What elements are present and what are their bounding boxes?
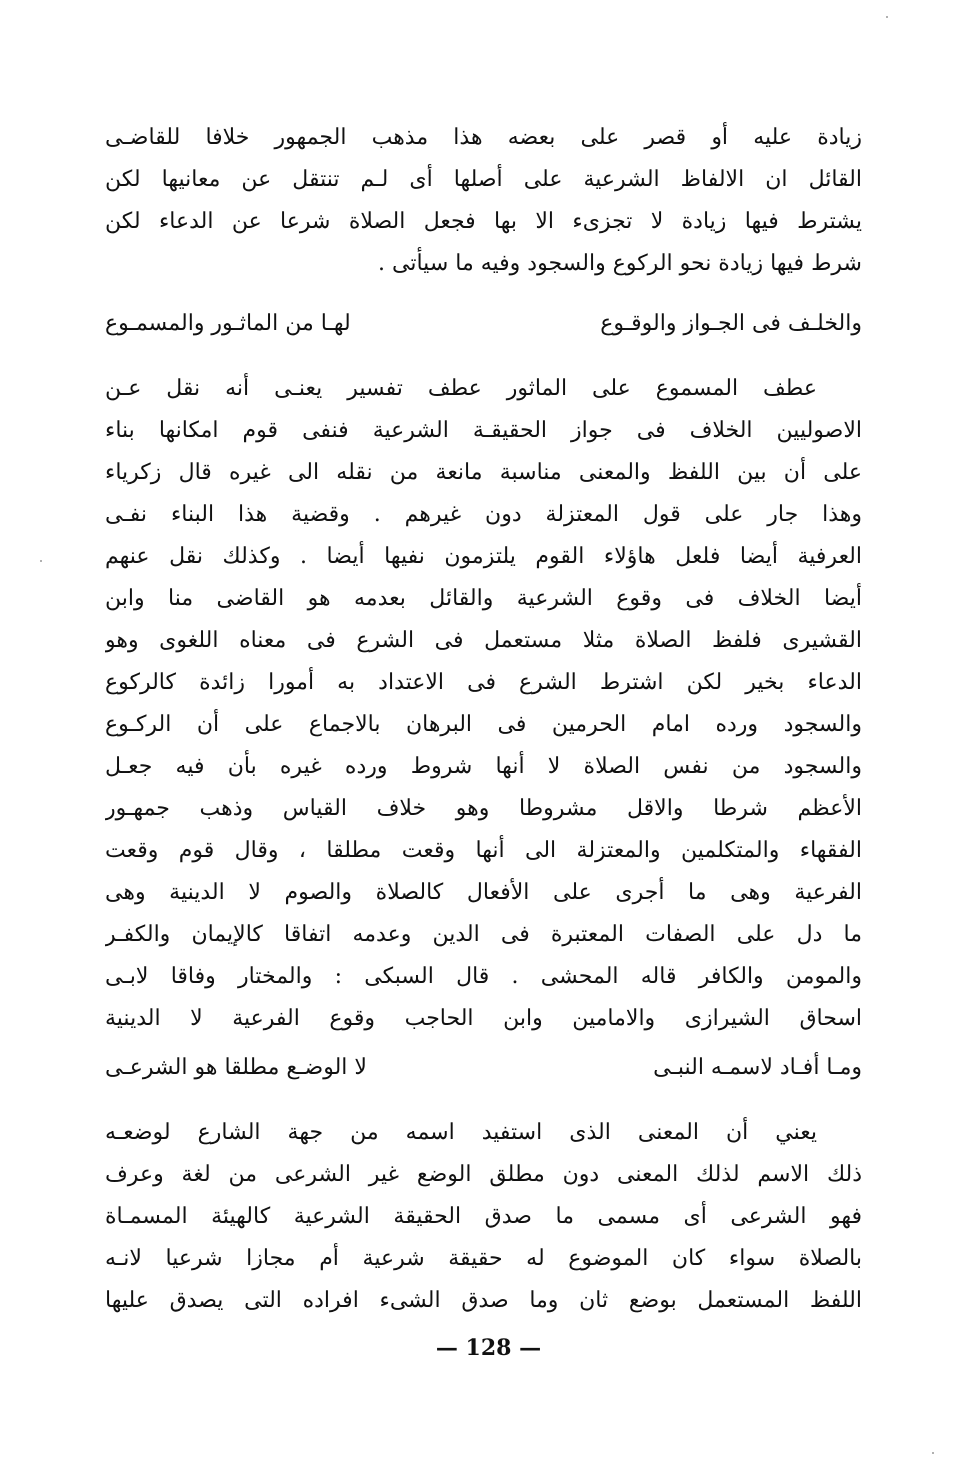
- text-line: الفقهاء والمتكلمين والمعتزلة الى أنها وقعت مطلقا ، وقال قوم وقعت: [105, 838, 862, 863]
- text-line: والمومن والكافر قاله المحشى . قال السبكى : والمختار وفاقا لابـى: [105, 964, 862, 989]
- text-line: فهو الشرعى أى مسمى ما صدق الحقيقة الشرعية كالهيئة المسمـاة: [105, 1204, 862, 1229]
- text-line: زيادة عليه أو قصر على بعضه هذا مذهب الجمهور خلافا للقاضـى: [105, 125, 862, 150]
- text-line: عطف المسموع على الماثور عطف تفسير يعنـى أنه نقل عـن: [105, 376, 817, 401]
- text-line: القشيرى فلفظ الصلاة مثلا مستعمل فى الشرع فى معناه اللغوى وهو: [105, 628, 862, 653]
- text-line: الاصوليين الخلاف فى جواز الحقيقـة الشرعية فنفى قوم امكانها بناء: [105, 418, 862, 443]
- text-line: اللفظ المستعمل بوضع ثان وما صدق الشىء افراده التى يصدق عليها: [105, 1288, 862, 1313]
- text-line: يشترط فيها زيادة لا تجزىء الا بها فجعل الصلاة شرعا عن الدعاء لكن: [105, 209, 862, 234]
- text-line: والسجود من نفس الصلاة لا أنها شروط ورده غيره بأن فيه جعـل: [105, 754, 862, 779]
- paragraph-1: [105, 117, 862, 285]
- paragraph-3: [105, 1112, 862, 1322]
- text-line: الأعظم شرطا والاقل مشروطا وهو خلاف القياس وذهب جمهـور: [105, 796, 862, 821]
- scan-speck: [886, 16, 888, 18]
- text-line: أيضا الخلاف فى وقوع الشرعية والقائل بعدمه هو القاضى منا وابن: [105, 586, 862, 611]
- verse-hemistich-left: لا الوضـع مطلقا هو الشرعـى: [105, 1055, 367, 1080]
- text-line: اسحاق الشيرازى والامامين وابن الحاجب وقوع الفرعية لا الدينية: [105, 1006, 862, 1031]
- verse-hemistich-left: لهـا من الماثـور والمسمـوع: [105, 311, 351, 336]
- scan-speck: [40, 560, 42, 562]
- paragraph-2: [105, 368, 862, 1040]
- text-line: والسجود ورده امام الحرمين فى البرهان بالاجماع على أن الركـوع: [105, 712, 862, 737]
- text-line: ذلك الاسم لذلك المعنى دون مطلق الوضع غير الشرعى من لغة وعرف: [105, 1162, 862, 1187]
- text-line: وهذا جار على قول المعتزلة دون غيرهم . وقضية هذا البناء نفـى: [105, 502, 862, 527]
- text-line: الفرعية وهى ما أجرى على الأفعال كالصلاة والصوم لا الدينية وهى: [105, 880, 862, 905]
- text-line: القائل ان الالفاظ الشرعية على أصلها أى لـم تنتقل عن معانيها لكن: [105, 167, 862, 192]
- text-line: يعني أن المعنى الذى استفيد اسمه من جهة الشارع لوضعـه: [105, 1120, 817, 1145]
- text-line: الدعاء بخير لكن اشترط الشرع فى الاعتداد به أمورا زائدة كالركوع: [105, 670, 862, 695]
- text-line: ما دل على الصفات المعتبرة فى الدين وعدمه اتفاقا كالإيمان والكفـر: [105, 922, 862, 947]
- verse-hemistich-right: ومـا أفـاد لاسمـه النبـى: [653, 1055, 862, 1080]
- text-line: شرط فيها زيادة نحو الركوع والسجود وفيه ما سيأتى .: [378, 251, 862, 276]
- scan-speck: [932, 1452, 934, 1454]
- text-line: على أن بين اللفظ والمعنى مناسبة مانعة من نقله الى غيره قال زكرياء: [105, 460, 862, 485]
- verse-line-2: [105, 1047, 862, 1089]
- page-number: — 128 —: [435, 1335, 542, 1361]
- verse-hemistich-right: والخلـف فى الجـواز والوقـوع: [600, 311, 862, 336]
- verse-line-1: [105, 303, 862, 345]
- text-line: بالصلاة سواء كان الموضوع له حقيقة شرعية أم مجازا شرعيا لانـه: [105, 1246, 862, 1271]
- text-line: العرفية أيضا فلعل هاؤلاء القوم يلتزمون نفيها أيضا . وكذلك نقل عنهم: [105, 544, 862, 569]
